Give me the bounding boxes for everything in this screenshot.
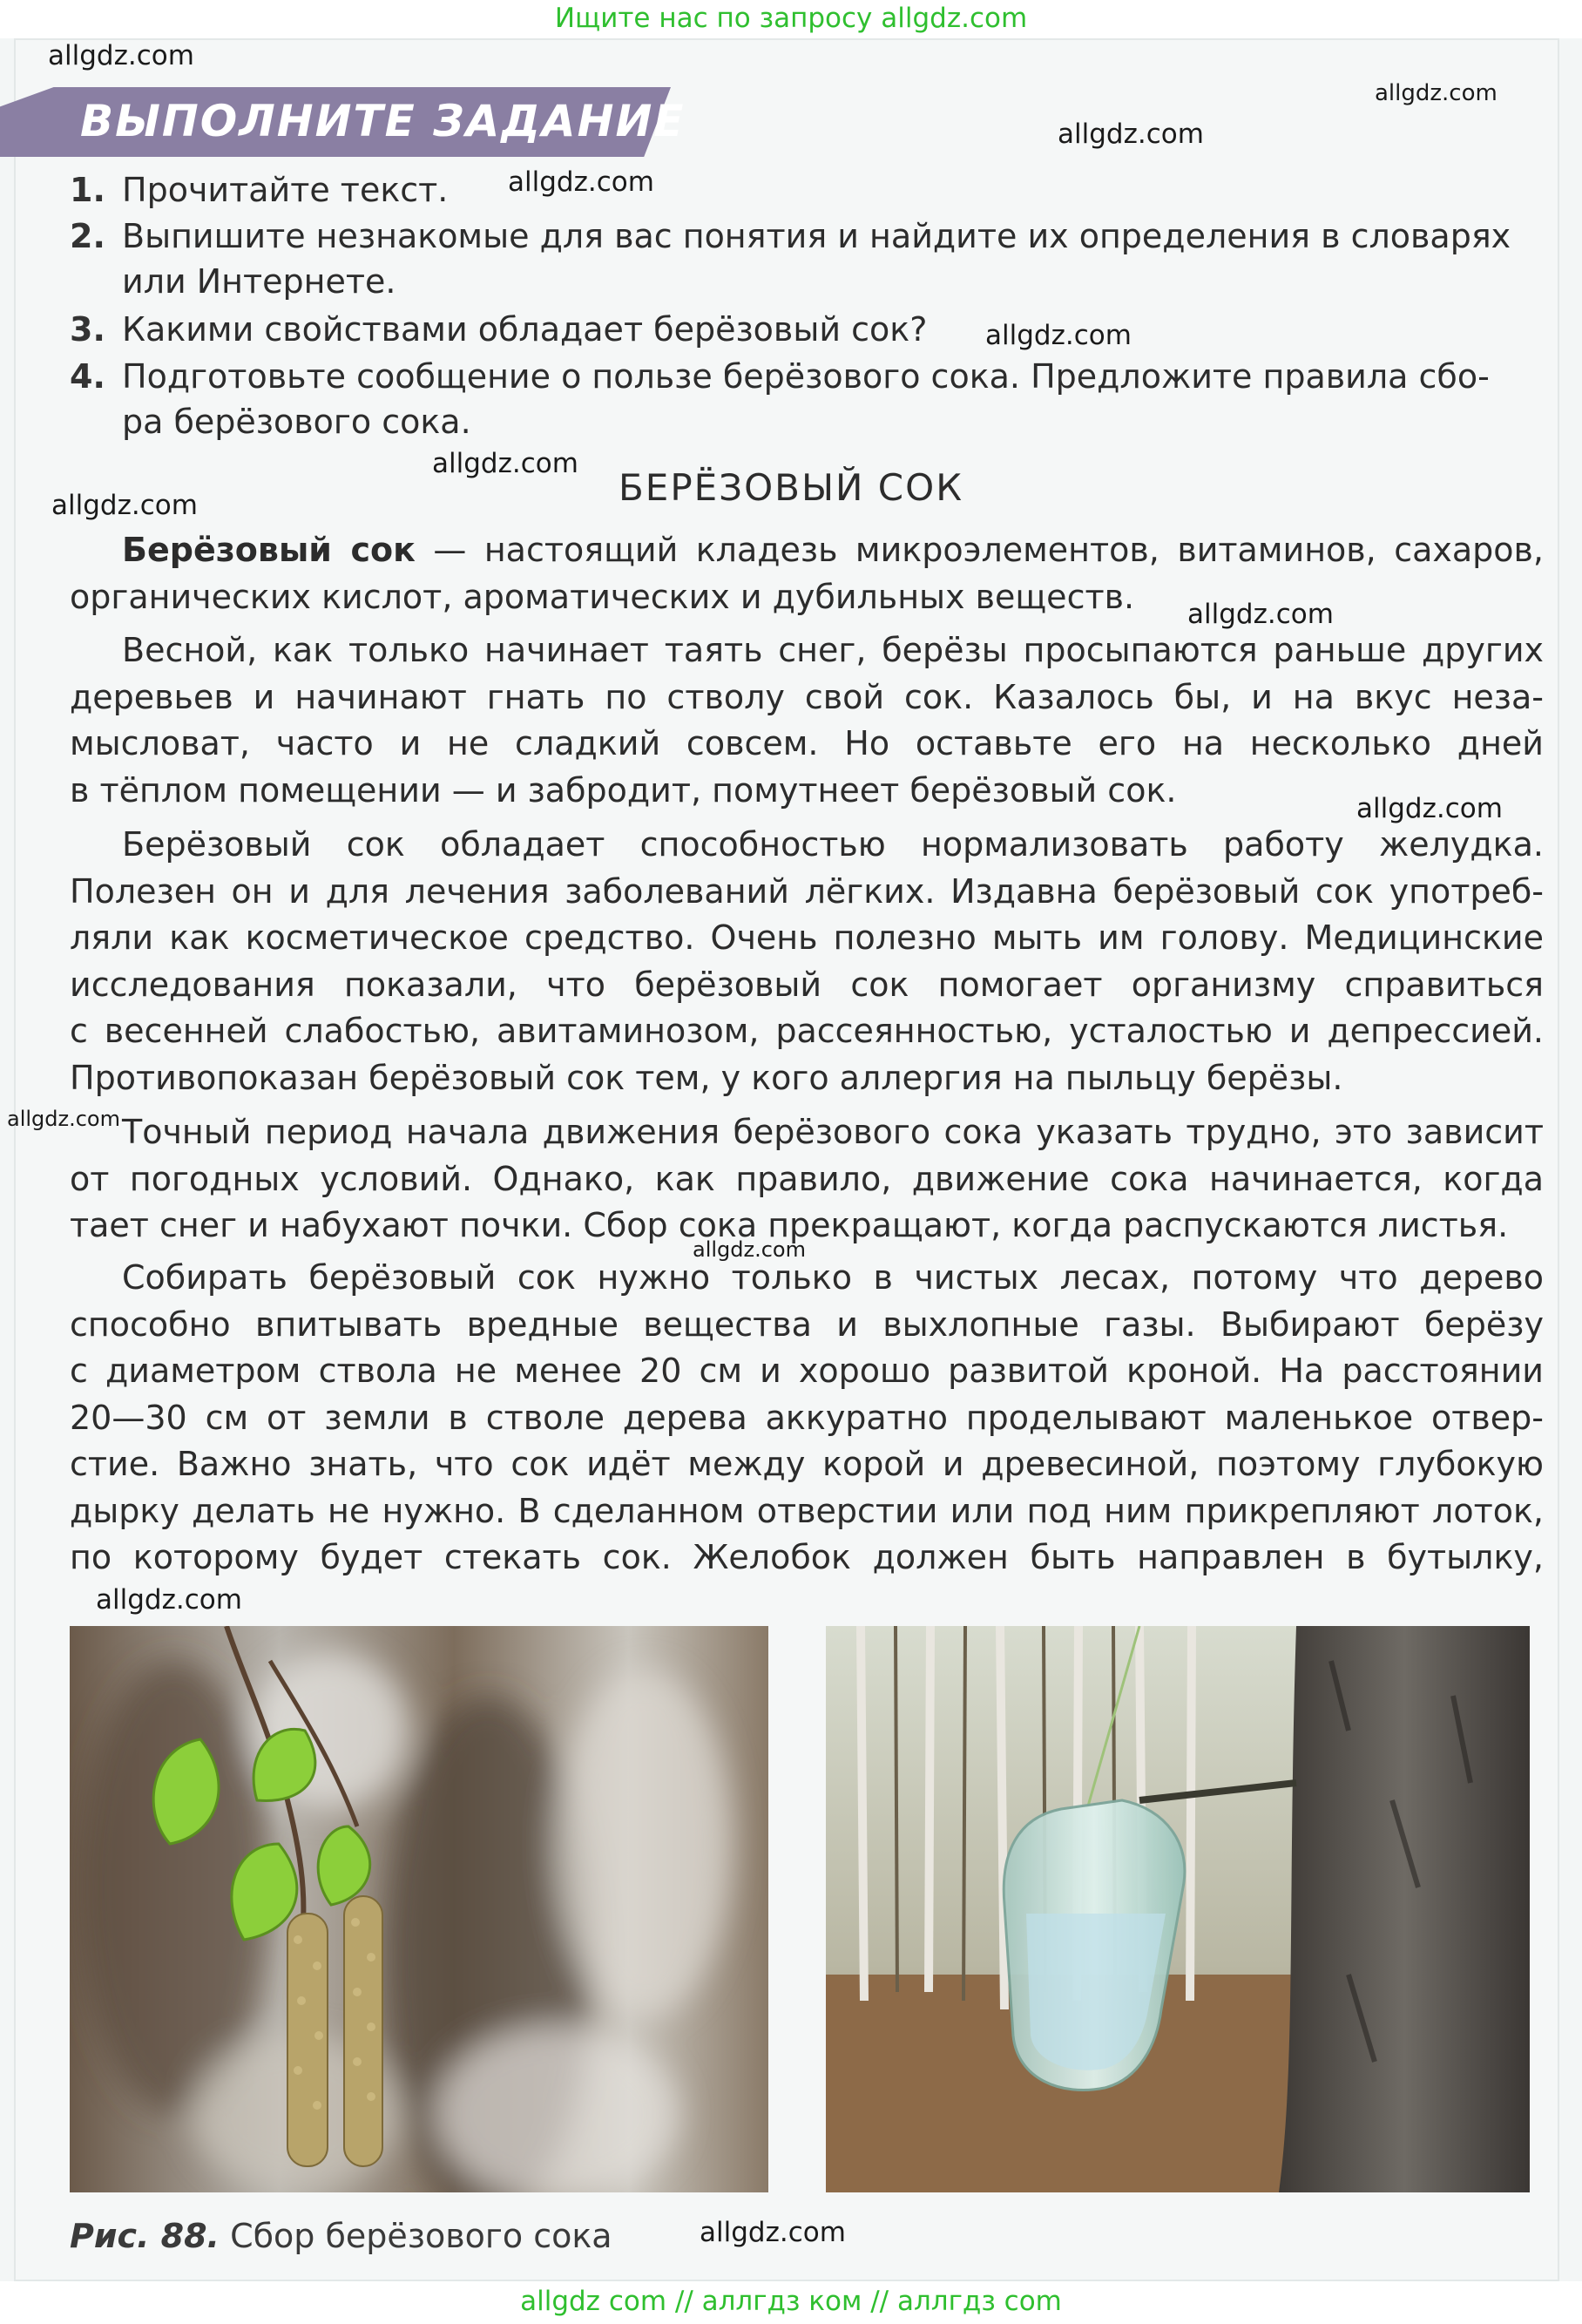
watermark: allgdz.com [1187,599,1334,630]
task-item-3: 3. Какими свойствами обладает берёзовый сок? [70,310,928,349]
birch-sap-jar-photo [826,1626,1530,2192]
paragraph-line: органических кислот, ароматических и дубильных веществ. [70,577,1135,616]
paragraph-5 [70,1255,1544,1582]
watermark: allgdz.com [508,166,654,198]
sap-jar-image [826,1626,1530,2192]
watermark: allgdz.com [1058,119,1204,150]
paragraph-4 [70,1109,1544,1250]
paragraph-line: Весной, как только начинает таять снег, берёзы просыпаются раньше других [122,631,1544,669]
paragraph-line: исследования показали, что берёзовый сок помогает организму справиться [70,965,1544,1004]
paragraph-line: по которому будет стекать сок. Желобок должен быть направлен в бутылку, [70,1538,1544,1576]
figure-caption-text: Сбор берёзового сока [230,2217,612,2255]
paragraph-line: Берёзовый сок обладает способностью нормализовать работу желудка. [122,825,1544,864]
paragraph-line: стие. Важно знать, что сок идёт между корой и древесиной, поэтому глубокую [70,1445,1544,1483]
paragraph-line: мысловат, часто и не сладкий совсем. Но оставьте его на несколько дней [70,724,1544,762]
banner-title: ВЫПОЛНИТЕ ЗАДАНИЕ [80,96,686,146]
task-item-1: 1. Прочитайте текст. [70,171,449,209]
birch-catkins-photo [70,1626,768,2192]
paragraph-line: от погодных условий. Однако, как правило, движение сока начинается, когда [70,1159,1544,1198]
bottom-ad-banner[interactable]: allgdz com // аллгдз ком // аллгдз com [0,2281,1582,2324]
figure-number: Рис. 88. [70,2217,220,2255]
paragraph-line: тает снег и набухают почки. Сбор сока прекращают, когда распускаются листья. [70,1206,1509,1244]
task-item-2: 2. Выпишите незнакомые для вас понятия и найдите их определения в словарях или Интернете. [70,217,1511,301]
paragraph-line: дырку делать не нужно. В сделанном отверстии или под ним прикрепляют лоток, [70,1491,1544,1530]
watermark: allgdz.com [432,448,578,479]
paragraph-line: Берёзовый сок — настоящий кладезь микроэлементов, витаминов, сахаров, [122,531,1544,569]
watermark: allgdz.com [693,1237,806,1262]
watermark: allgdz.com [48,40,194,71]
paragraph-line: Противопоказан берёзовый сок тем, у кого аллергия на пыльцу берёзы. [70,1058,1343,1097]
top-ad-banner[interactable]: Ищите нас по запросу allgdz.com [0,0,1582,38]
paragraph-2 [70,627,1544,814]
watermark: allgdz.com [700,2217,846,2248]
paragraph-line: с весенней слабостью, авитаминозом, рассеянностью, усталостью и депрессией. [70,1012,1544,1050]
paragraph-line: Собирать берёзовый сок нужно только в чистых лесах, потому что дерево [122,1258,1544,1297]
paragraph-line: в тёплом помещении — и забродит, помутнеет берёзовый сок. [70,770,1177,810]
paragraph-line: Полезен он и для лечения заболеваний лёгких. Издавна берёзовый сок употреб- [70,871,1544,911]
watermark: allgdz.com [985,320,1132,351]
watermark: allgdz.com [7,1107,120,1131]
watermark: allgdz.com [1356,793,1503,824]
figure-caption [70,2217,612,2255]
task-item-4: 4. Подготовьте сообщение о пользе берёзового сока. Предложите правила сбо- ра берёзового сока. [70,357,1490,441]
paragraph-line: Точный период начала движения берёзового сока указать трудно, это зависит [122,1113,1544,1151]
birch-catkins-image [70,1626,768,2192]
paragraph-line: 20—30 см от земли в стволе дерева аккуратно проделывают маленькое отвер- [70,1398,1544,1437]
article-title: БЕРЁЗОВЫЙ СОК [618,466,964,509]
watermark: allgdz.com [51,490,198,521]
task-banner [0,87,686,157]
watermark: allgdz.com [1375,80,1497,106]
watermark: allgdz.com [96,1584,242,1616]
paragraph-line: с диаметром ствола не менее 20 см и хорошо развитой кроной. На расстоянии [70,1352,1544,1390]
paragraph-3 [70,822,1544,1101]
paragraph-line: способно впитывать вредные вещества и выхлопные газы. Выбирают берёзу [70,1304,1544,1344]
paragraph-line: ляли как косметическое средство. Очень полезно мыть им голову. Медицинские [70,918,1544,957]
paragraph-line: деревьев и начинают гнать по стволу свой сок. Казалось бы, и на вкус неза- [70,677,1544,716]
